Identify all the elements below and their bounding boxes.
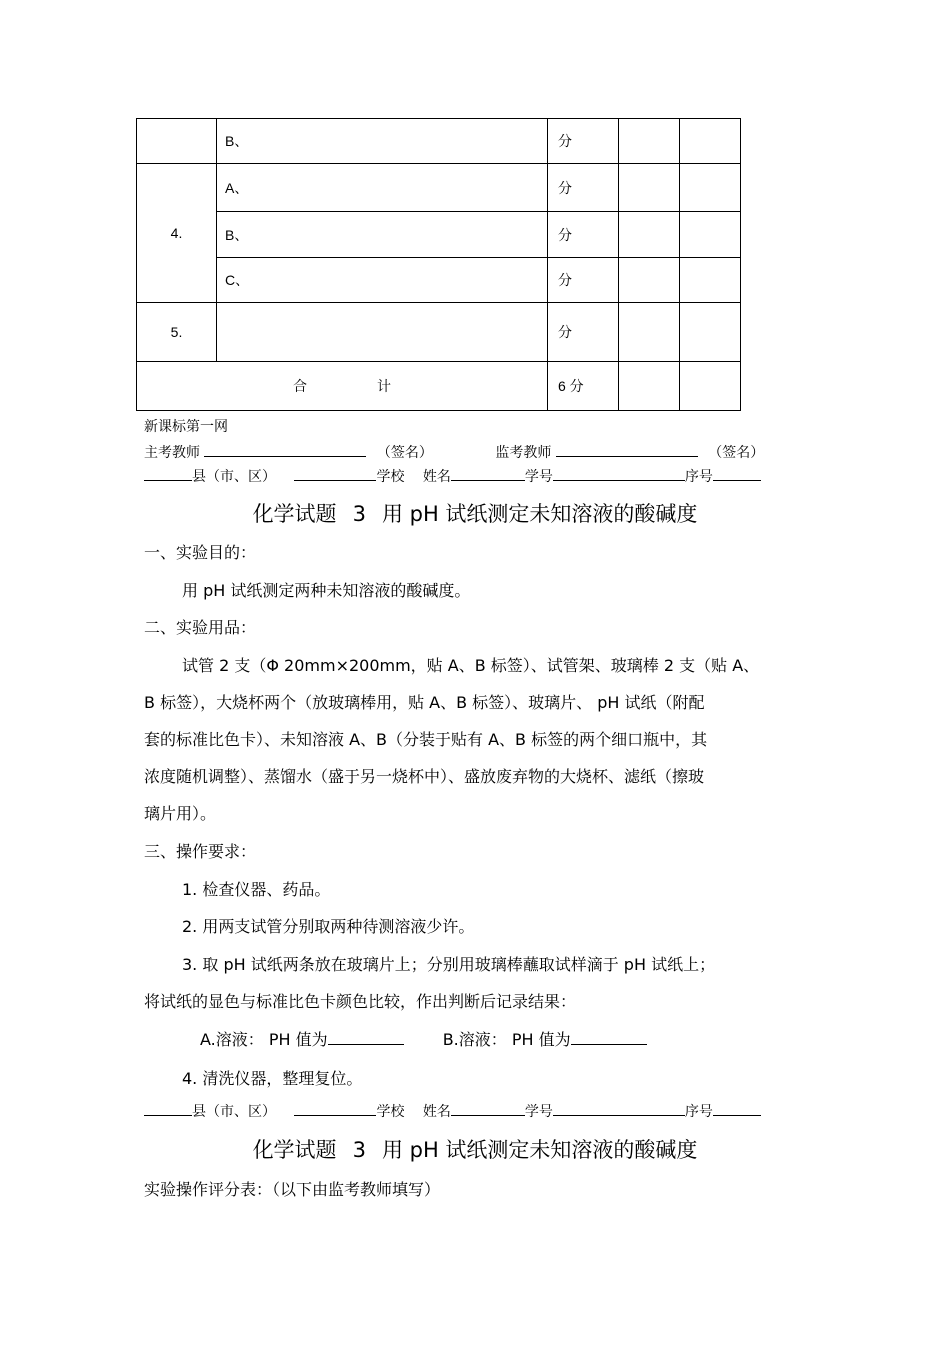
result-line xyxy=(200,1027,865,1050)
total-label-right: 计 xyxy=(377,378,391,394)
item-score: 分 xyxy=(548,258,619,303)
materials-line: 浓度随机调整）、蒸馏水（盛于另一烧杯中）、盛放废弃物的大烧杯、滤纸（擦玻 xyxy=(144,767,705,786)
total-label-left: 合 xyxy=(293,378,307,394)
title-text: 用 pH 试纸测定未知溶液的酸碱度 xyxy=(381,1138,698,1162)
county-label: 县（市、区） xyxy=(192,469,276,485)
result-b-label: B.溶液： PH 值为 xyxy=(442,1030,571,1049)
score-cell[interactable] xyxy=(619,362,680,411)
scoring-label: 实验操作评分表：（以下由监考教师填写） xyxy=(144,1180,441,1199)
table-row xyxy=(137,164,741,212)
score-cell[interactable] xyxy=(680,119,741,164)
item-label: C、 xyxy=(217,258,548,303)
materials-heading: 二、实验用品： xyxy=(144,618,257,637)
seq-label: 序号 xyxy=(684,1104,713,1120)
proctor-label: 监考教师 xyxy=(495,445,552,461)
county-field[interactable] xyxy=(144,1101,192,1116)
result-b-field[interactable] xyxy=(571,1030,647,1045)
score-cell[interactable] xyxy=(619,258,680,303)
op-step: 1. 检查仪器、药品。 xyxy=(182,880,331,899)
item-label xyxy=(217,303,548,362)
table-row xyxy=(137,212,741,258)
proctor-signature-field[interactable] xyxy=(556,442,698,457)
score-cell[interactable] xyxy=(680,303,741,362)
county-label: 县（市、区） xyxy=(192,1104,276,1120)
item-label: B、 xyxy=(217,119,548,164)
name-field[interactable] xyxy=(451,1101,525,1116)
op-step: 4. 清洗仪器，整理复位。 xyxy=(182,1069,363,1088)
title-number: 3 xyxy=(352,1138,366,1162)
title-prefix: 化学试题 xyxy=(252,502,337,526)
result-a-label: A.溶液： PH 值为 xyxy=(200,1030,328,1049)
op-step: 2. 用两支试管分别取两种待测溶液少许。 xyxy=(182,917,475,936)
title-prefix: 化学试题 xyxy=(252,1138,337,1162)
page-title xyxy=(0,498,950,528)
student-info-line xyxy=(144,1101,761,1121)
school-label: 学校 xyxy=(376,469,405,485)
student-id-field[interactable] xyxy=(553,1101,685,1116)
title-text: 用 pH 试纸测定未知溶液的酸碱度 xyxy=(381,502,698,526)
score-cell[interactable] xyxy=(680,212,741,258)
item-score: 分 xyxy=(548,119,619,164)
score-cell[interactable] xyxy=(619,212,680,258)
purpose-text: 用 pH 试纸测定两种未知溶液的酸碱度。 xyxy=(182,581,471,600)
item-number xyxy=(137,119,217,164)
purpose-heading: 一、实验目的： xyxy=(144,543,257,562)
examiner-label: 主考教师 xyxy=(144,445,200,461)
seq-label: 序号 xyxy=(684,469,713,485)
op-step: 3. 取 pH 试纸两条放在玻璃片上；分别用玻璃棒蘸取试样滴于 pH 试纸上； xyxy=(182,955,716,974)
ops-heading: 三、操作要求： xyxy=(144,842,257,861)
item-number: 5. xyxy=(137,303,217,362)
result-a-field[interactable] xyxy=(328,1030,404,1045)
student-info-line xyxy=(144,466,761,486)
examiner-signature-field[interactable] xyxy=(204,442,366,457)
student-id-label: 学号 xyxy=(524,469,553,485)
page-title xyxy=(0,1134,950,1164)
seq-field[interactable] xyxy=(713,1101,761,1116)
sign-label: （签名） xyxy=(376,445,433,461)
student-id-label: 学号 xyxy=(524,1104,553,1120)
materials-line: 试管 2 支（Φ 20mm×200mm，贴 A、B 标签）、试管架、玻璃棒 2 支（贴 A、 xyxy=(182,656,760,675)
score-table xyxy=(136,118,741,411)
source-note: 新课标第一网 xyxy=(144,419,228,435)
item-score: 分 xyxy=(548,164,619,212)
table-row xyxy=(137,303,741,362)
item-score: 分 xyxy=(548,303,619,362)
county-field[interactable] xyxy=(144,466,192,481)
total-label xyxy=(137,362,548,411)
score-cell[interactable] xyxy=(680,164,741,212)
school-field[interactable] xyxy=(294,466,376,481)
item-number: 4. xyxy=(137,164,217,303)
school-label: 学校 xyxy=(376,1104,405,1120)
total-score: 6 分 xyxy=(548,362,619,411)
table-row-total xyxy=(137,362,741,411)
score-cell[interactable] xyxy=(619,303,680,362)
school-field[interactable] xyxy=(294,1101,376,1116)
score-cell[interactable] xyxy=(680,362,741,411)
score-cell[interactable] xyxy=(619,164,680,212)
name-label: 姓名 xyxy=(422,1104,451,1120)
sign-label: （签名） xyxy=(708,445,765,461)
signature-line xyxy=(144,442,764,462)
materials-line: B 标签），大烧杯两个（放玻璃棒用，贴 A、B 标签）、玻璃片、 pH 试纸（附配 xyxy=(144,693,705,712)
score-cell[interactable] xyxy=(680,258,741,303)
seq-field[interactable] xyxy=(713,466,761,481)
name-label: 姓名 xyxy=(422,469,451,485)
score-cell[interactable] xyxy=(619,119,680,164)
materials-line: 璃片用）。 xyxy=(144,804,217,823)
materials-line: 套的标准比色卡）、未知溶液 A、B（分装于贴有 A、B 标签的两个细口瓶中，其 xyxy=(144,730,708,749)
name-field[interactable] xyxy=(451,466,525,481)
table-row xyxy=(137,119,741,164)
op-step-cont: 将试纸的显色与标准比色卡颜色比较，作出判断后记录结果： xyxy=(144,992,577,1011)
title-number: 3 xyxy=(352,502,366,526)
table-row xyxy=(137,258,741,303)
item-label: A、 xyxy=(217,164,548,212)
item-label: B、 xyxy=(217,212,548,258)
student-id-field[interactable] xyxy=(553,466,685,481)
item-score: 分 xyxy=(548,212,619,258)
